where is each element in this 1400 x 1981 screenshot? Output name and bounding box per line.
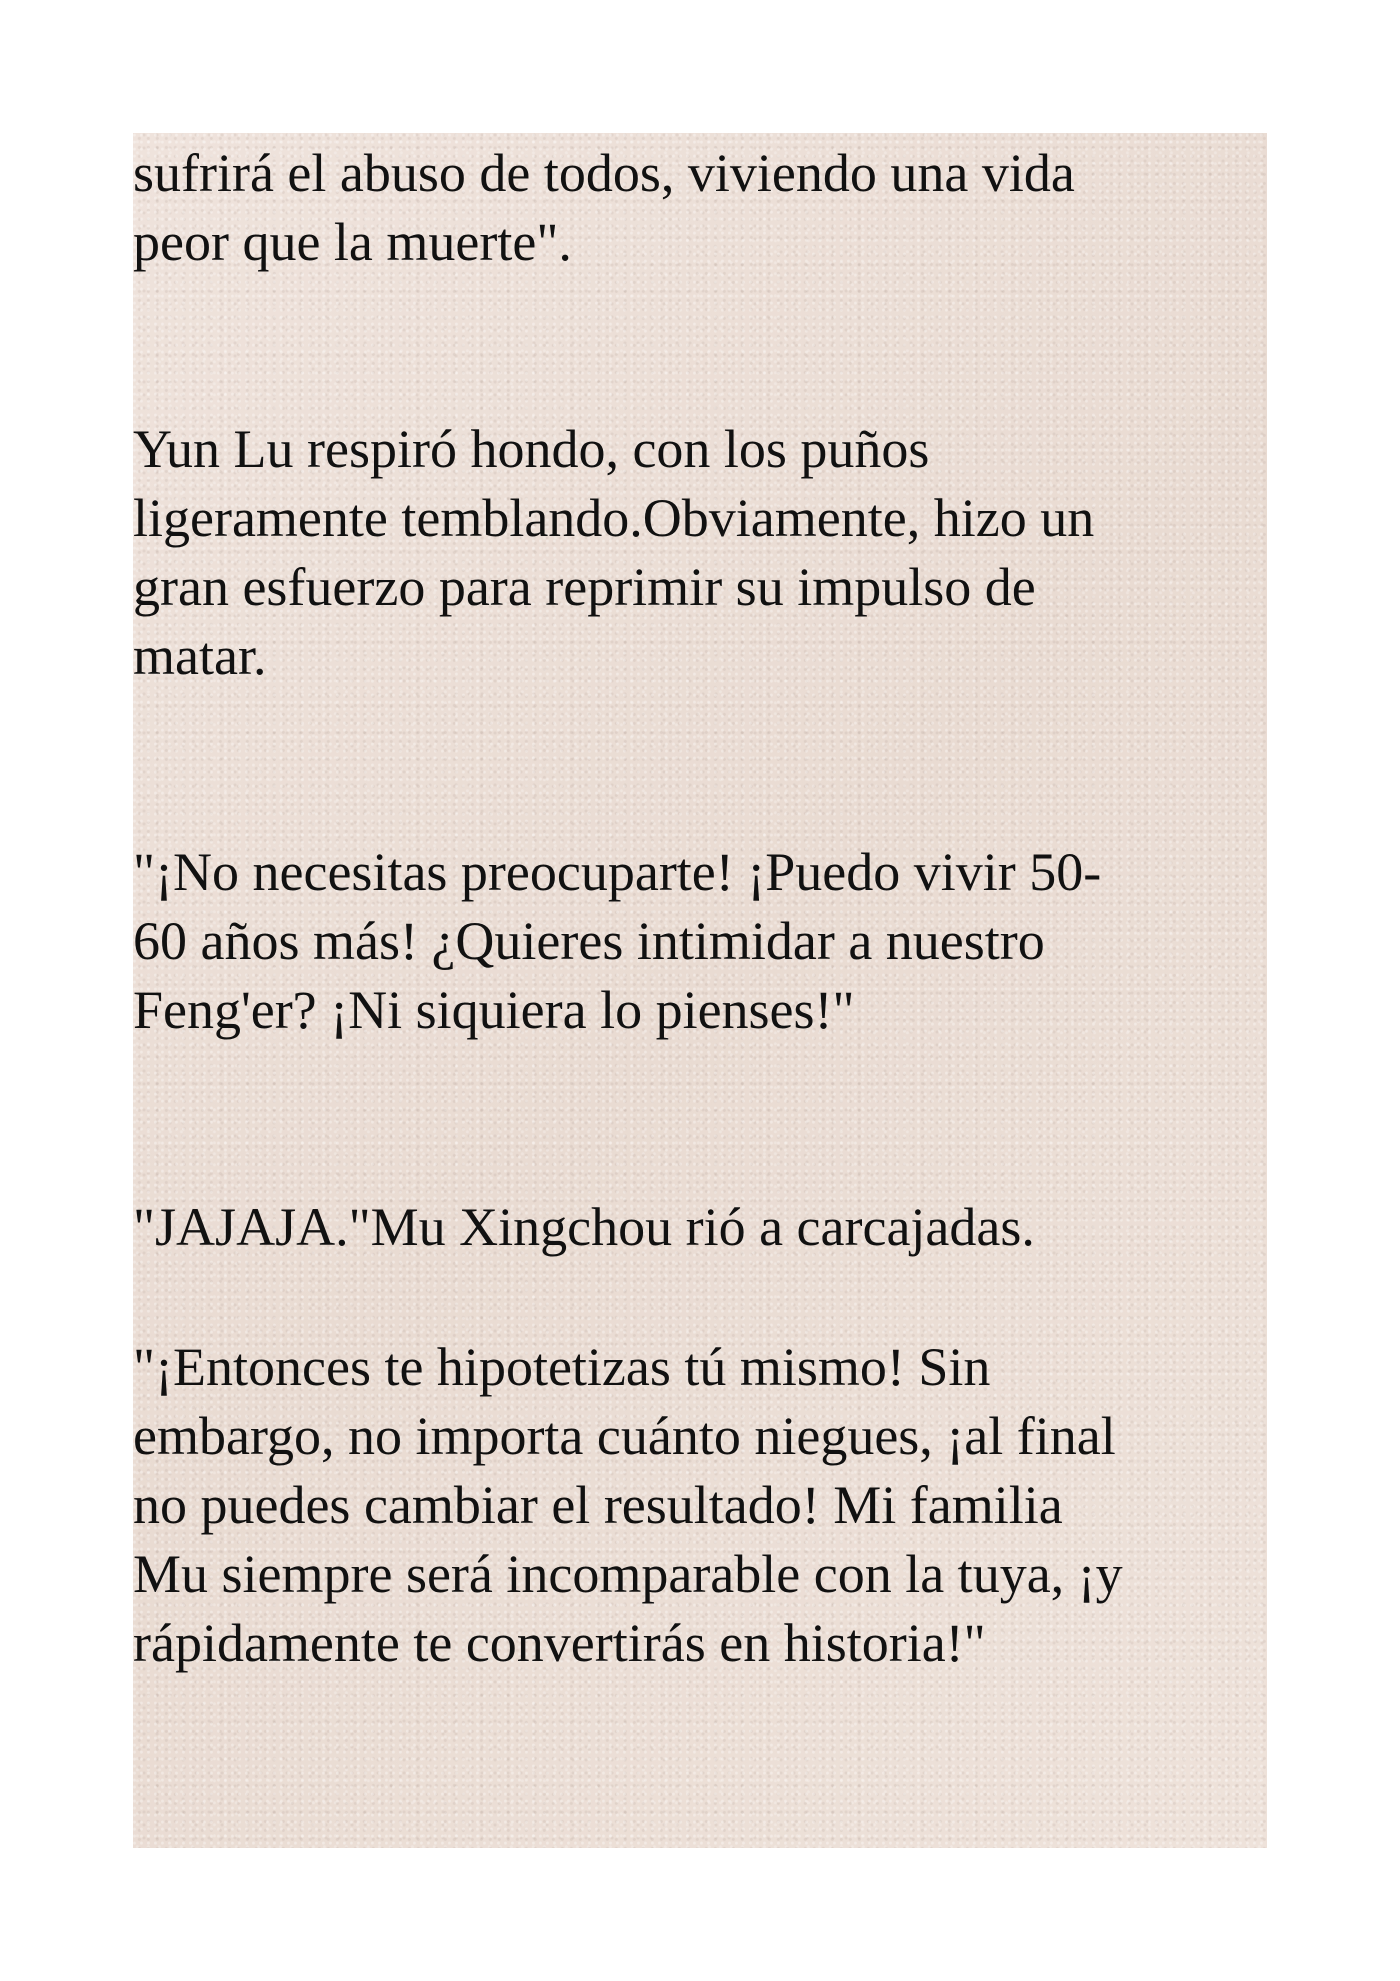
text-line: "¡Entonces te hipotetizas tú mismo! Sin bbox=[133, 1337, 991, 1397]
text-line: embargo, no importa cuánto niegues, ¡al final bbox=[133, 1406, 1116, 1466]
text-line: sufrirá el abuso de todos, viviendo una vida bbox=[133, 143, 1075, 203]
text-line: peor que la muerte". bbox=[133, 212, 572, 272]
text-line: matar. bbox=[133, 626, 267, 686]
paper-page bbox=[133, 133, 1267, 1848]
text-line: Mu siempre será incomparable con la tuya, ¡y bbox=[133, 1544, 1123, 1604]
paragraph-4 bbox=[133, 1193, 1267, 1262]
paragraph-2 bbox=[133, 415, 1267, 691]
text-line: 60 años más! ¿Quieres intimidar a nuestro bbox=[133, 911, 1045, 971]
text-line: "¡No necesitas preocuparte! ¡Puedo vivir 50- bbox=[133, 842, 1102, 902]
text-line: Feng'er? ¡Ni siquiera lo pienses!" bbox=[133, 980, 855, 1040]
paragraph-5 bbox=[133, 1333, 1267, 1678]
text-line: no puedes cambiar el resultado! Mi familia bbox=[133, 1475, 1063, 1535]
text-line: ligeramente temblando.Obviamente, hizo un bbox=[133, 488, 1095, 548]
text-line: gran esfuerzo para reprimir su impulso de bbox=[133, 557, 1036, 617]
text-line: Yun Lu respiró hondo, con los puños bbox=[133, 419, 930, 479]
text-line: rápidamente te convertirás en historia!" bbox=[133, 1613, 986, 1673]
paragraph-3 bbox=[133, 838, 1267, 1045]
paragraph-1 bbox=[133, 139, 1267, 277]
text-line: "JAJAJA."Mu Xingchou rió a carcajadas. bbox=[133, 1197, 1035, 1257]
